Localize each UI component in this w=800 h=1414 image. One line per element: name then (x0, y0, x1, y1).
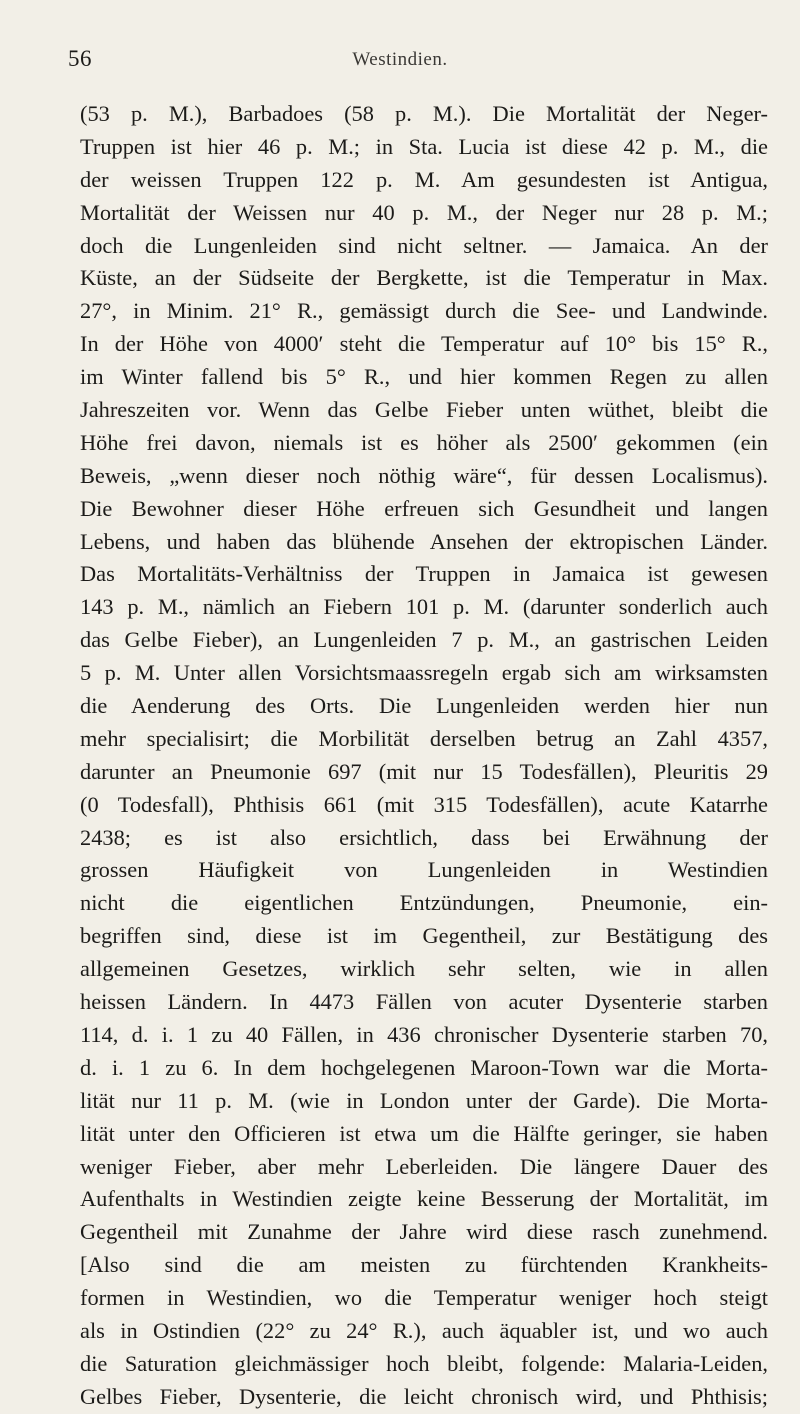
text-line: [Also sind die am meisten zu fürchtenden Krankheits- (80, 1252, 768, 1278)
text-line: 5 p. M. Unter allen Vorsichtsmaassregeln ergab sich am wirksamsten (80, 660, 768, 686)
text-line: grossen Häufigkeit von Lungenleiden in Westindien (80, 857, 768, 883)
text-line: 27°, in Minim. 21° R., gemässigt durch die See- und Landwinde. (80, 298, 768, 324)
text-line: allgemeinen Gesetzes, wirklich sehr selten, wie in allen (80, 956, 768, 982)
text-line: Beweis, „wenn dieser noch nöthig wäre“, für dessen Localismus). (80, 462, 768, 488)
text-line: doch die Lungenleiden sind nicht seltner. — Jamaica. An der (80, 232, 768, 258)
text-line: lität nur 11 p. M. (wie in London unter der Garde). Die Morta- (80, 1087, 768, 1113)
text-line: heissen Ländern. In 4473 Fällen von acuter Dysenterie starben (80, 989, 768, 1015)
text-line: Höhe frei davon, niemals ist es höher als 2500′ gekommen (ein (80, 429, 768, 455)
text-line: nicht die eigentlichen Entzündungen, Pneumonie, ein- (80, 890, 768, 916)
page-number: 56 (68, 46, 92, 71)
text-line: mehr specialisirt; die Morbilität derselben betrug an Zahl 4357, (80, 725, 768, 751)
running-head: Westindien. (352, 49, 448, 70)
text-line: die Aenderung des Orts. Die Lungenleiden werden hier nun (80, 693, 768, 719)
text-line: Aufenthalts in Westindien zeigte keine Besserung der Mortalität, im (80, 1186, 768, 1212)
text-line: der weissen Truppen 122 p. M. Am gesundesten ist Antigua, (80, 166, 768, 192)
text-line: Küste, an der Südseite der Bergkette, ist die Temperatur in Max. (80, 265, 768, 291)
text-line: als in Ostindien (22° zu 24° R.), auch äquabler ist, und wo auch (80, 1317, 768, 1343)
text-line: Lebens, und haben das blühende Ansehen der ektropischen Länder. (80, 528, 768, 554)
text-line: Gegentheil mit Zunahme der Jahre wird diese rasch zunehmend. (80, 1219, 768, 1245)
text-line: darunter an Pneumonie 697 (mit nur 15 Todesfällen), Pleuritis 29 (80, 758, 768, 784)
text-line: 143 p. M., nämlich an Fiebern 101 p. M. (darunter sonderlich auch (80, 594, 768, 620)
text-line: Die Bewohner dieser Höhe erfreuen sich Gesundheit und langen (80, 495, 768, 521)
text-line: weniger Fieber, aber mehr Leberleiden. Die längere Dauer des (80, 1153, 768, 1179)
text-line: 114, d. i. 1 zu 40 Fällen, in 436 chronischer Dysenterie starben 70, (80, 1021, 768, 1047)
text-line: formen in Westindien, wo die Temperatur weniger hoch steigt (80, 1285, 768, 1311)
text-line: Gelbes Fieber, Dysenterie, die leicht chronisch wird, und Phthisis; (80, 1383, 768, 1409)
text-line: lität unter den Officieren ist etwa um die Hälfte geringer, sie haben (80, 1120, 768, 1146)
text-line: (53 p. M.), Barbadoes (58 p. M.). Die Mortalität der Neger- (80, 101, 768, 126)
text-line: Jahreszeiten vor. Wenn das Gelbe Fieber unten wüthet, bleibt die (80, 397, 768, 423)
text-line: Mortalität der Weissen nur 40 p. M., der Neger nur 28 p. M.; (80, 199, 768, 225)
text-line: (0 Todesfall), Phthisis 661 (mit 315 Todesfällen), acute Katarrhe (80, 791, 768, 817)
body-text (80, 98, 768, 1414)
text-line: 2438; es ist also ersichtlich, dass bei Erwähnung der (80, 824, 768, 850)
text-line: Das Mortalitäts-Verhältniss der Truppen in Jamaica ist gewesen (80, 561, 768, 587)
text-line: d. i. 1 zu 6. In dem hochgelegenen Maroon-Town war die Morta- (80, 1054, 768, 1080)
text-line: die Saturation gleichmässiger hoch bleibt, folgende: Malaria-Leiden, (80, 1350, 768, 1376)
text-line: im Winter fallend bis 5° R., und hier kommen Regen zu allen (80, 364, 768, 390)
text-line: In der Höhe von 4000′ steht die Temperatur auf 10° bis 15° R., (80, 331, 768, 357)
text-line: begriffen sind, diese ist im Gegentheil, zur Bestätigung des (80, 923, 768, 949)
text-line: das Gelbe Fieber), an Lungenleiden 7 p. M., an gastrischen Leiden (80, 627, 768, 653)
text-line: Truppen ist hier 46 p. M.; in Sta. Lucia ist diese 42 p. M., die (80, 133, 768, 159)
